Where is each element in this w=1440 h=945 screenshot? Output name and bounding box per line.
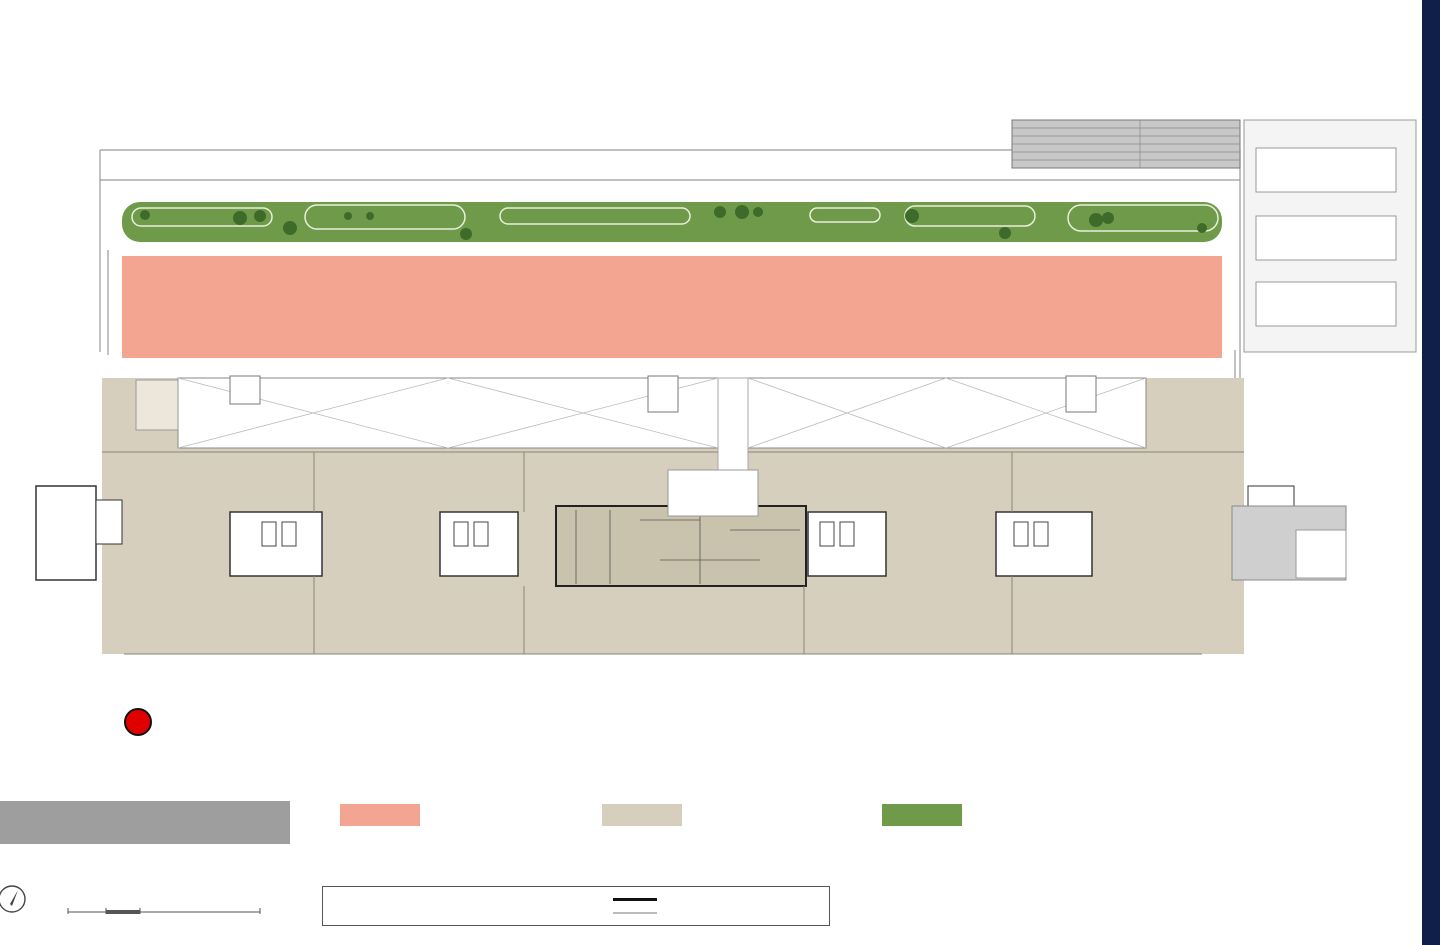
fire-escape-left-lobby (96, 500, 122, 544)
loft-zone (122, 256, 1222, 358)
staircase-mid (648, 376, 678, 412)
corridor (718, 378, 748, 478)
central-lobby (556, 506, 806, 586)
legend-swatch-loft (340, 804, 420, 826)
wall-key (322, 886, 830, 926)
compass-icon (0, 882, 28, 916)
structural-wall-icon (613, 898, 657, 901)
accent-bar (1422, 0, 1440, 945)
annex-right-room (1296, 530, 1346, 578)
non-structural-wall-icon (613, 912, 657, 914)
watermark (0, 801, 290, 844)
legend-swatch-flagship (602, 804, 682, 826)
carpark-ramp (1244, 120, 1416, 352)
staircase-right (1066, 376, 1096, 412)
scale-bar-graphic (60, 900, 280, 918)
staircase-left-top (230, 376, 260, 404)
staircase-left (136, 380, 178, 430)
lobby-entry (668, 470, 758, 516)
fire-escape-left (36, 486, 96, 580)
legend-sold (124, 708, 170, 736)
legend-swatch-landscape (882, 804, 962, 826)
sold-dot-icon (124, 708, 152, 736)
